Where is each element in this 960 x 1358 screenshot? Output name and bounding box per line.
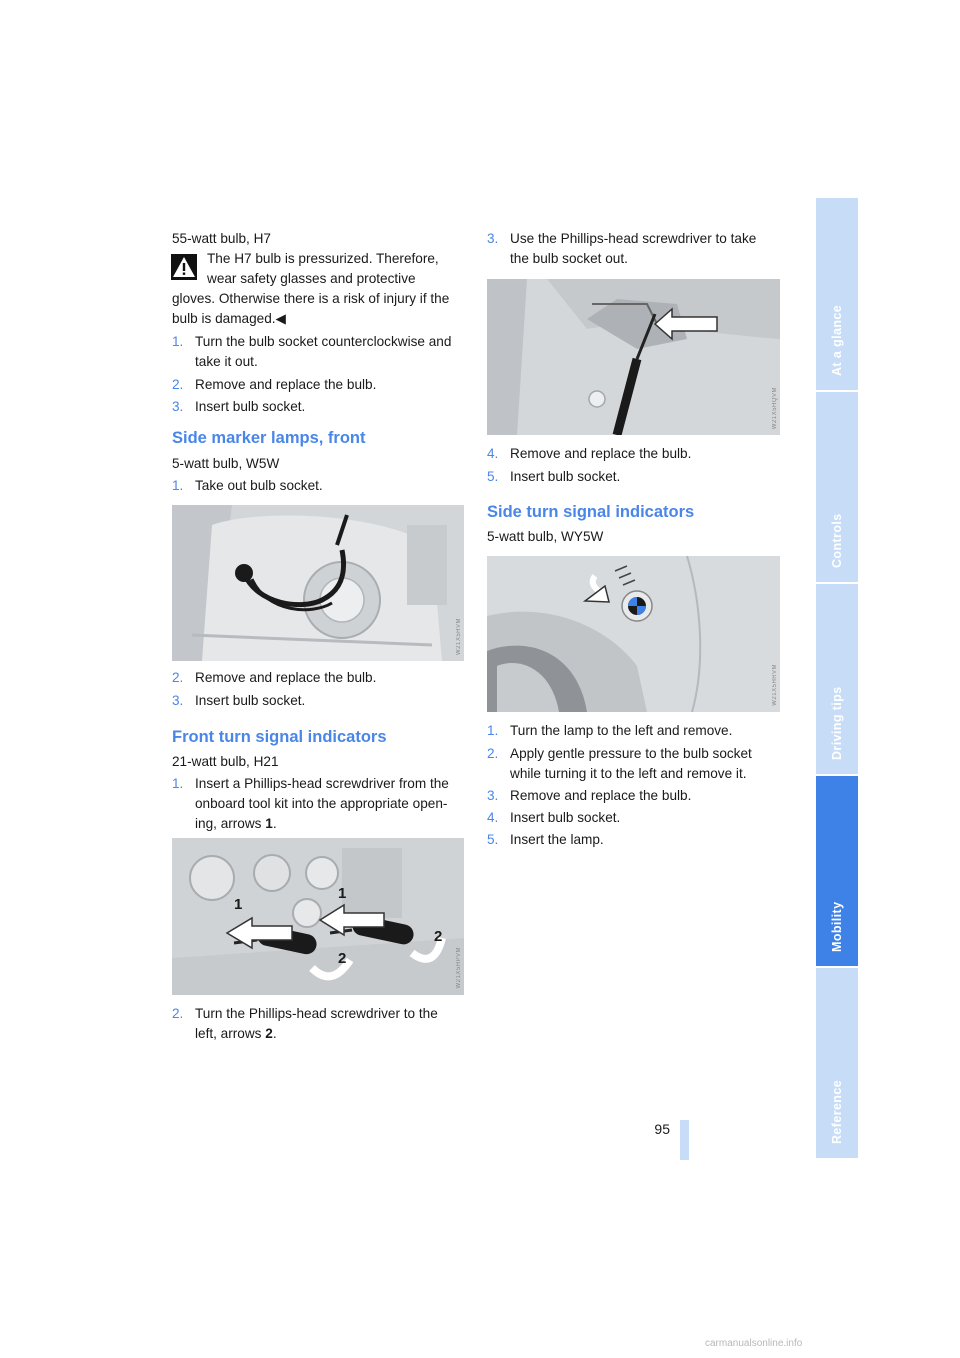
list-item: 1. Turn the bulb socket counterclockwise and [172,334,452,349]
figure-front-turn-signal [172,838,464,995]
tab-label: Controls [830,513,844,568]
side-marker-illustration [172,505,464,661]
list-item: 3. Use the Phillips-head screwdriver to take [487,231,757,246]
list-item-cont: the bulb socket out. [510,251,628,266]
list-item: 2. Apply gentle pressure to the bulb socket [487,746,752,761]
figure-side-marker-lamp [172,505,464,661]
tab-label: Driving tips [830,686,844,760]
arrow-label-2b: 2 [434,928,443,945]
tab-driving-tips[interactable] [816,584,858,776]
list-item: 4. Remove and replace the bulb. [487,446,692,461]
side-turn-illustration [487,556,780,712]
intro-line: 21-watt bulb, H21 [172,754,279,769]
warning-line-3: gloves. Otherwise there is a risk of injury if the [172,291,450,306]
socket-illustration [487,279,780,435]
front-turn-illustration [172,838,464,995]
section-title-front-turn: Front turn signal indicators [172,728,387,746]
list-item: 2. Turn the Phillips-head screwdriver to the [172,1006,438,1021]
tab-mobility[interactable] [816,776,858,968]
intro-line: 55-watt bulb, H7 [172,231,271,246]
tab-reference[interactable] [816,968,858,1160]
watermark: carmanualsonline.info [705,1338,803,1349]
section-title-side-turn: Side turn signal indicators [487,503,695,521]
tab-label: Reference [830,1079,844,1144]
tab-label: Mobility [830,901,844,952]
intro-line: 5-watt bulb, WY5W [487,529,604,544]
list-item: 1. Insert a Phillips-head screwdriver from the [172,776,449,791]
figure-code: W21X5HQVM [772,386,778,429]
page-number: 95 [654,1121,670,1137]
warning-line-2: wear safety glasses and protective [207,271,416,286]
list-item-cont: ing, arrows 1. [195,816,277,831]
warning-line-1: The H7 bulb is pressurized. Therefore, [207,251,439,266]
figure-side-turn-signal [487,556,780,712]
list-item: 2. Remove and replace the bulb. [172,670,377,685]
list-item-cont: onboard tool kit into the appropriate open- [195,796,448,811]
tab-at-a-glance[interactable] [816,198,858,392]
list-item: 3. Remove and replace the bulb. [487,788,692,803]
figure-code: W21X5HPVM [456,947,462,989]
list-item: 4. Insert bulb socket. [487,810,621,825]
list-item-cont: left, arrows 2. [195,1026,277,1041]
list-item: 1. Take out bulb socket. [172,478,323,493]
intro-line: 5-watt bulb, W5W [172,456,280,471]
warning-triangle-icon [171,254,197,280]
list-item: 3. Insert bulb socket. [172,399,306,414]
list-item: 1. Turn the lamp to the left and remove. [487,723,733,738]
list-item: 3. Insert bulb socket. [172,693,306,708]
figure-code: W21X5HVM [456,617,462,655]
arrow-label-1: 1 [234,896,243,913]
figure-code: W21X5HRVM [772,664,778,706]
list-item: 5. Insert bulb socket. [487,469,621,484]
list-item: 5. Insert the lamp. [487,832,604,847]
list-item-cont: take it out. [195,354,258,369]
section-title-side-marker: Side marker lamps, front [172,429,366,447]
page-number-bar [680,1120,689,1160]
list-item-cont: while turning it to the left and remove it. [510,766,747,781]
figure-screwdriver-socket [487,279,780,435]
warning-line-4: bulb is damaged.◀ [172,311,286,326]
tab-controls[interactable] [816,392,858,584]
tab-label: At a glance [830,304,844,376]
arrow-label-2: 2 [338,950,347,967]
list-item: 2. Remove and replace the bulb. [172,377,377,392]
arrow-label-1b: 1 [338,885,347,902]
